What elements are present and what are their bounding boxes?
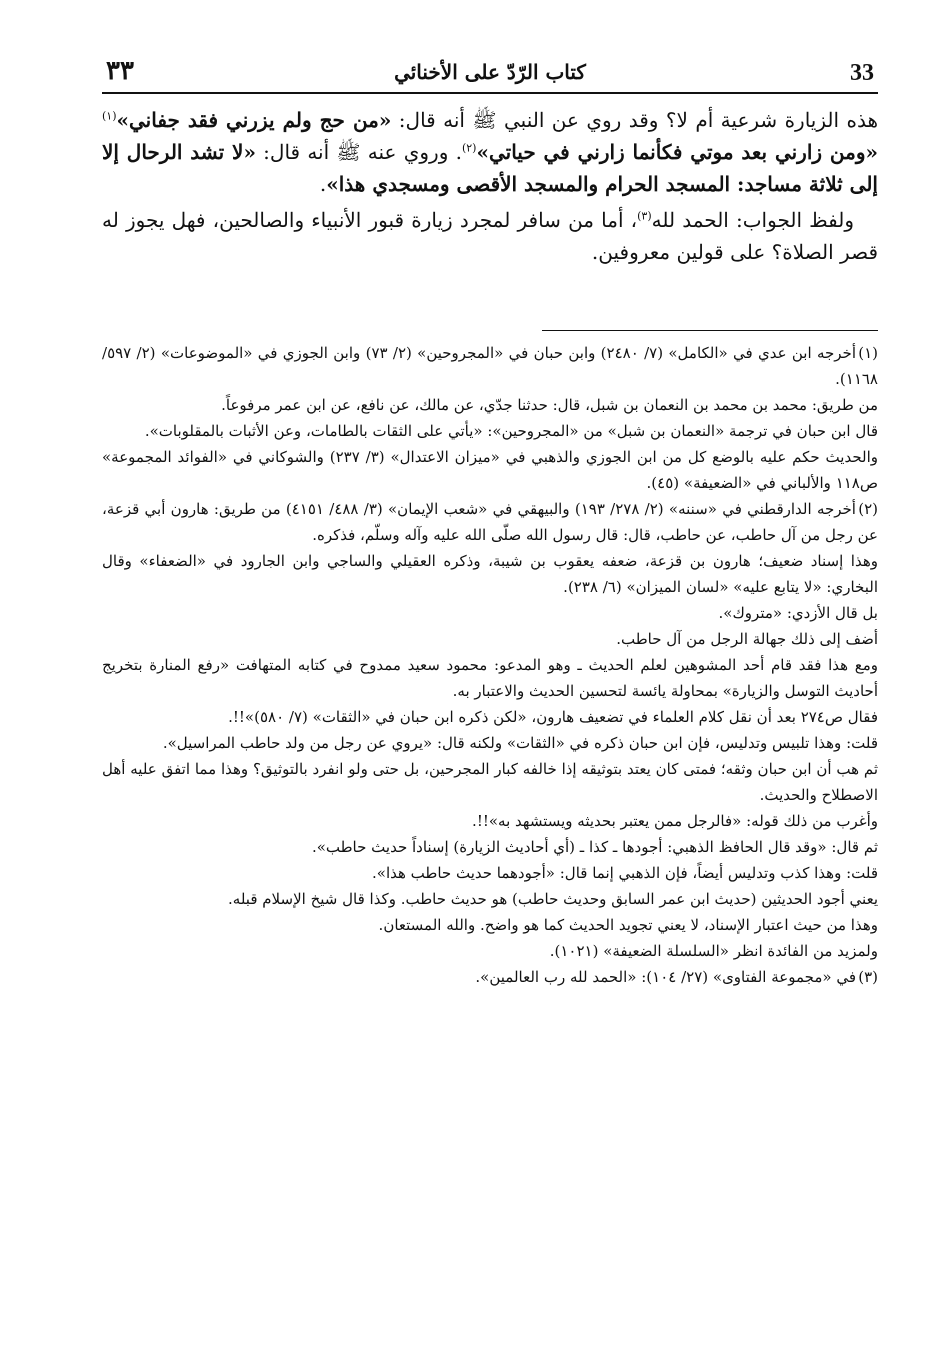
page-header (102, 52, 878, 92)
footnote-1-line: من طريق: محمد بن محمد بن النعمان بن شبل، قال: حدثنا جدّي، عن مالك، عن نافع، عن ابن عمر مرفوعاً. (221, 396, 878, 414)
footnote-2-line: ثم هب أن ابن حبان وثقه؛ فمتى كان يعتد بتوثيقه إذا خالفه كبار المجرحين، بل حتى ولو انفرد بالتوثيق؟ وهذا مما اتفق عليه أهل الاصطلاح والحديث. (102, 760, 878, 804)
footnote-ref-2: (٢) (461, 141, 477, 155)
footnote-text: أخرجه الدارقطني في «سننه» (٢/ ٢٧٨/ ١٩٣) والبيهقي في «شعب الإيمان» (٣/ ٤٨٨/ ٤١٥١) من طريق: هارون أبي قزعة، عن رجل من آل حاطب، عن حاطب، قال: قال رسول الله صلّى الله عليه وآله وسلّم، فذكره. (102, 500, 878, 544)
footnote-ref-3: (٣) (637, 209, 652, 223)
footnote-2-line: ثم قال: «وقد قال الحافظ الذهبي: أجودها ـ كذا ـ (أي أحاديث الزيارة) إسناداً حديث حاطب». (311, 838, 878, 856)
footnote-2-line: أضف إلى ذلك جهالة الرجل من آل حاطب. (616, 630, 878, 648)
footnote-3 (102, 964, 878, 990)
footnotes (102, 340, 878, 990)
page-number-latin: 33 (850, 60, 874, 86)
footnote-number: (٣) (858, 968, 878, 986)
footnote-2-line: فقال ص٢٧٤ بعد أن نقل كلام العلماء في تضعيف هارون، «لكن ذكره ابن حبان في «الثقات» (٧/ ٥٨٠)»!!. (228, 708, 878, 726)
main-paragraph-2 (102, 204, 878, 268)
running-title: كتاب الرّدّ على الأخنائي (394, 60, 586, 84)
footnote-1-line: قال ابن حبان في ترجمة «النعمان بن شبل» من «المجروحين»: «يأتي على الثقات بالطامات، وعن الأثبات بالمقلوبات». (144, 422, 878, 440)
footnote-2-line: ومع هذا فقد قام أحد المشوهين لعلم الحديث ـ وهو المدعو: محمود سعيد ممدوح في كتابه المتهافت «رفع المنارة بتخريج أحاديث التوسل والزيارة» بمحاولة يائسة لتحسين الحديث والاعتبار به. (102, 656, 878, 700)
footnote-2-line: قلت: وهذا كذب وتدليس أيضاً، فإن الذهبي إنما قال: «أجودهما حديث حاطب هذا». (372, 864, 878, 882)
footnote-2 (102, 496, 878, 548)
main-paragraph-1 (102, 104, 878, 200)
footnote-number: (١) (858, 344, 878, 362)
text-span: . وروي عنه ﷺ أنه قال: (255, 140, 462, 164)
footnote-2-line: يعني أجود الحديثين (حديث ابن عمر السابق وحديث حاطب) هو حديث حاطب. وكذا قال شيخ الإسلام قبله. (228, 890, 878, 908)
footnote-separator (542, 330, 878, 331)
footnote-2-line: وأغرب من ذلك قوله: «فالرجل ممن يعتبر بحديثه ويستشهد به»!!. (472, 812, 878, 830)
header-rule (102, 92, 878, 94)
footnote-1-line: والحديث حكم عليه بالوضع كل من ابن الجوزي والذهبي في «ميزان الاعتدال» (٣/ ٢٣٧) والشوكاني في «الفوائد المجموعة» ص١١٨ والألباني في «الضعيفة» (٤٥). (102, 448, 879, 492)
quote-hadith-1: «من حج ولم يزرني فقد جفاني» (116, 108, 392, 132)
footnote-2-line: ولمزيد من الفائدة انظر «السلسلة الضعيفة» (١٠٢١). (549, 942, 878, 960)
main-text (102, 104, 878, 270)
quote-hadith-3: «لا تشد الرحال إلا إلى ثلاثة مساجد: المسجد الحرام والمسجد الأقصى ومسجدي هذا» (102, 140, 878, 196)
text-span: ولفظ الجواب: الحمد لله (651, 208, 855, 232)
footnote-text: في «مجموعة الفتاوى» (٢٧/ ١٠٤): «الحمد لله رب العالمين». (475, 968, 856, 986)
footnote-1 (102, 340, 878, 392)
text-span: ، أما من سافر لمجرد زيارة قبور الأنبياء والصالحين، فهل يجوز له قصر الصلاة؟ على قولين معروفين. (102, 208, 878, 264)
text-span: . (319, 172, 327, 196)
footnote-number: (٢) (858, 500, 878, 518)
text-span: هذه الزيارة شرعية أم لا؟ وقد روي عن النبي ﷺ أنه قال: (391, 108, 879, 132)
footnote-ref-1: (١) (102, 109, 117, 123)
page-number-arabic: ٣٣ (106, 56, 134, 86)
footnote-2-line: قلت: وهذا تلبيس وتدليس، فإن ابن حبان ذكره في «الثقات» ولكنه قال: «يروي عن رجل من ولد حاطب المراسيل». (162, 734, 878, 752)
footnote-2-line: بل قال الأزدي: «متروك». (718, 604, 878, 622)
footnote-2-line: وهذا إسناد ضعيف؛ هارون بن قزعة، ضعفه يعقوب بن شيبة، وذكره العقيلي والساجي وابن الجارود في «الضعفاء» وقال البخاري: «لا يتابع عليه» «لسان الميزان» (٦/ ٢٣٨). (102, 552, 878, 596)
quote-hadith-2: «ومن زارني بعد موتي فكأنما زارني في حياتي» (476, 140, 878, 164)
footnote-2-line: وهذا من حيث اعتبار الإسناد، لا يعني تجويد الحديث كما هو واضح. والله المستعان. (378, 916, 878, 934)
footnote-text: أخرجه ابن عدي في «الكامل» (٧/ ٢٤٨٠) وابن حبان في «المجروحين» (٢/ ٧٣) وابن الجوزي في «الموضوعات» (٢/ ٥٩٧/ ١١٦٨). (102, 344, 878, 388)
